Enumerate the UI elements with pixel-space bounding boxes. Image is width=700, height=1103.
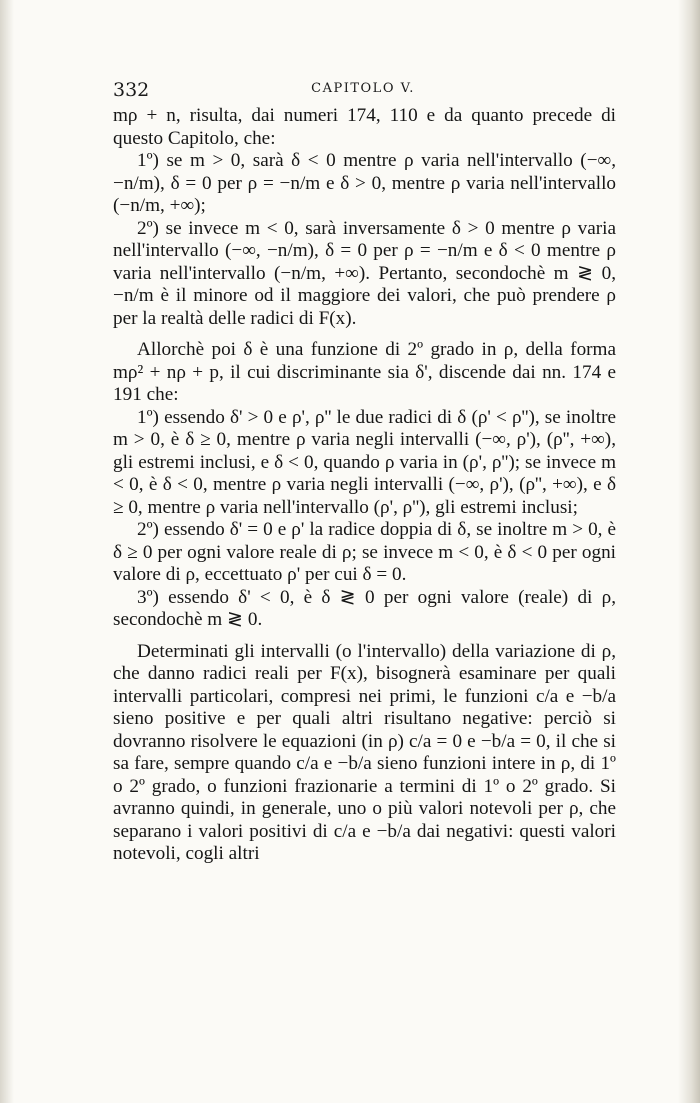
- paragraph-case-m-negative: 2º) se invece m < 0, sarà inversamente δ > 0 mentre ρ varia nell'intervallo (−∞, −n/m), δ = 0 per ρ = −n/m e δ < 0 mentre ρ varia nell'intervallo (−n/m, +∞). Pertanto, secondochè m ≷ 0, −n/m è il minore od il maggiore dei valori, che può prendere ρ per la realtà delle radici di F(x).: [113, 217, 616, 329]
- paragraph-continuation: mρ + n, risulta, dai numeri 174, 110 e da quanto precede di questo Capitolo, che:: [113, 105, 616, 149]
- paragraph-case-m-positive: 1º) se m > 0, sarà δ < 0 mentre ρ varia nell'intervallo (−∞, −n/m), δ = 0 per ρ = −n/m e δ > 0, mentre ρ varia nell'intervallo (−n/m, +∞);: [113, 150, 616, 216]
- page-number: 332: [113, 79, 150, 101]
- running-head: CAPITOLO V.: [311, 81, 415, 96]
- paragraph-discriminant-negative: 3º) essendo δ' < 0, è δ ≷ 0 per ogni valore (reale) di ρ, secondochè m ≷ 0.: [113, 586, 616, 630]
- page-right-edge: [678, 0, 700, 1103]
- page-header: [113, 79, 613, 103]
- page-left-shadow: [0, 0, 14, 1103]
- paragraph-discriminant-zero: 2º) essendo δ' = 0 e ρ' la radice doppia di δ, se inoltre m > 0, è δ ≥ 0 per ogni valore reale di ρ; se invece m < 0, è δ < 0 per ogni valore di ρ, eccettuato ρ' per cui δ = 0.: [113, 519, 616, 585]
- paragraph-intervals: Determinati gli intervalli (o l'intervallo) della variazione di ρ, che danno radici reali per F(x), bisognerà esaminare per quali intervalli particolari, compresi nei primi, le funzioni c/a e −b/a sieno positive e per quali altri risultano negative: perciò si dovranno risolvere le equazioni (in ρ) c/a = 0 e −b/a = 0, il che si sa fare, sempre quando c/a e −b/a sieno funzioni intere in ρ, di 1º o 2º grado, o funzioni frazionarie a termini di 1º o 2º grado. Si avranno quindi, in generale, uno o più valori notevoli per ρ, che separano i valori positivi di c/a e −b/a dai negativi: questi valori notevoli, cogli altri: [113, 640, 616, 864]
- paragraph-discriminant-positive: 1º) essendo δ' > 0 e ρ', ρ'' le due radici di δ (ρ' < ρ''), se inoltre m > 0, è δ ≥ 0, mentre ρ varia negli intervalli (−∞, ρ'), (ρ'', +∞), gli estremi inclusi, e δ < 0, quando ρ varia in (ρ', ρ''); se invece m < 0, è δ < 0, mentre ρ varia negli intervalli (−∞, ρ'), (ρ'', +∞), e δ ≥ 0, mentre ρ varia nell'intervallo (ρ', ρ''), gli estremi inclusi;: [113, 406, 616, 518]
- body-text: [113, 105, 616, 866]
- paragraph-second-degree: Allorchè poi δ è una funzione di 2º grado in ρ, della forma mρ² + nρ + p, il cui discriminante sia δ', discende dai nn. 174 e 191 che:: [113, 339, 616, 405]
